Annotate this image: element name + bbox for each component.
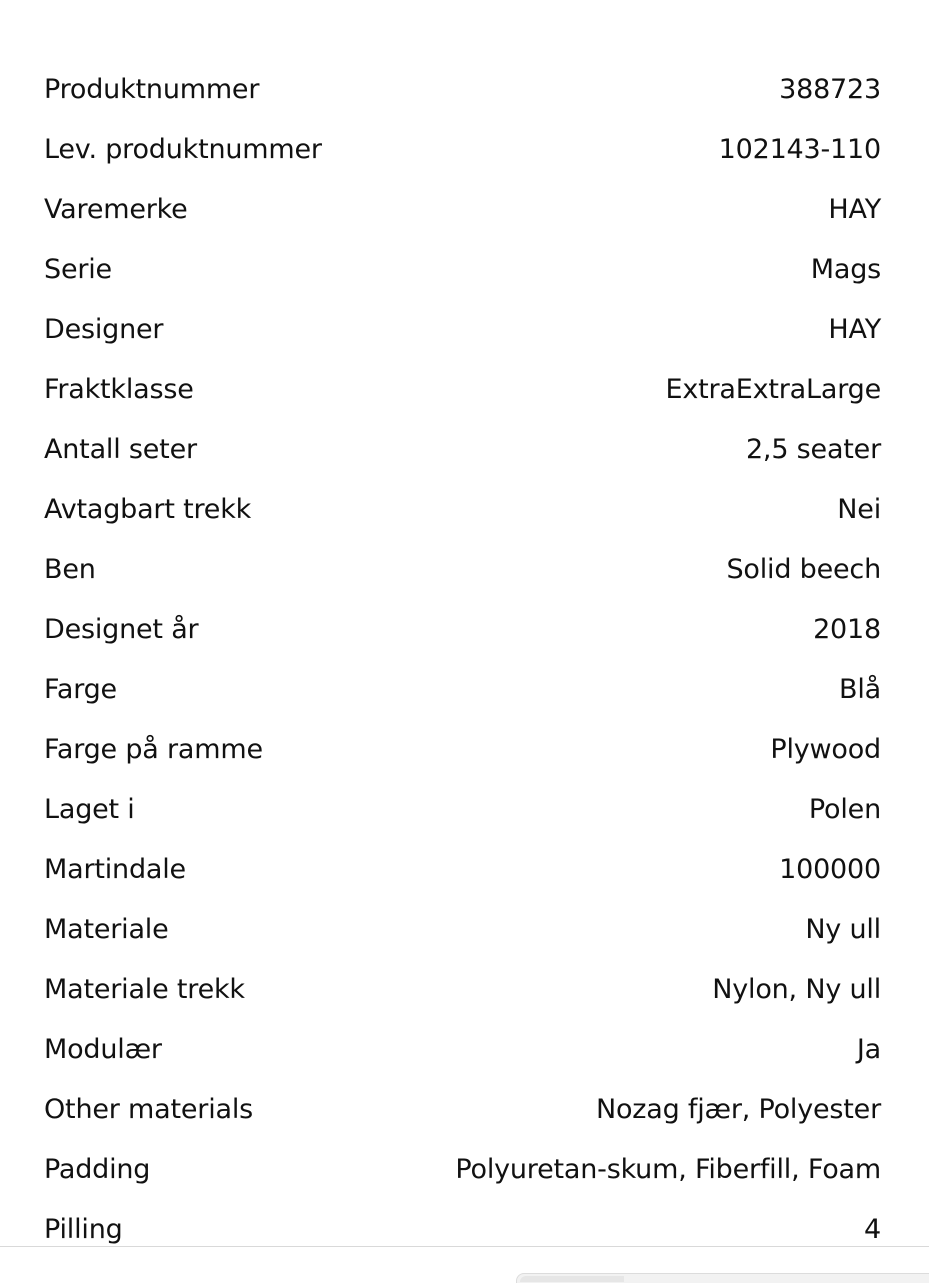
spec-row-serie (44, 240, 881, 300)
spec-row-martindale (44, 840, 881, 900)
spec-label: Other materials (44, 1094, 254, 1125)
spec-label: Lev. produktnummer (44, 134, 322, 165)
spec-value: Nei (837, 494, 881, 525)
spec-value: 100000 (779, 854, 881, 885)
spec-row-antall-seter (44, 420, 881, 480)
spec-row-produktnummer (44, 60, 881, 120)
spec-row-materiale (44, 900, 881, 960)
spec-value: HAY (828, 194, 881, 225)
spec-row-padding (44, 1140, 881, 1200)
spec-label: Varemerke (44, 194, 188, 225)
spec-value: 2018 (813, 614, 881, 645)
spec-value: Polyuretan-skum, Fiberfill, Foam (455, 1154, 881, 1185)
spec-value: 102143-110 (718, 134, 881, 165)
spec-label: Modulær (44, 1034, 162, 1065)
spec-row-modulaer (44, 1020, 881, 1080)
spec-value: 2,5 seater (745, 434, 881, 465)
spec-label: Designer (44, 314, 164, 345)
spec-row-laget-i (44, 780, 881, 840)
spec-value: 4 (864, 1214, 881, 1245)
spec-row-farge (44, 660, 881, 720)
bottom-scrollbar-thumb[interactable] (520, 1276, 624, 1282)
spec-label: Farge (44, 674, 117, 705)
spec-value: Polen (808, 794, 881, 825)
spec-label: Serie (44, 254, 112, 285)
spec-value: Plywood (770, 734, 881, 765)
spec-value: Ny ull (805, 914, 881, 945)
spec-label: Designet år (44, 614, 199, 645)
spec-value: Blå (839, 674, 881, 705)
spec-value: Nozag fjær, Polyester (595, 1094, 881, 1125)
spec-value: Nylon, Ny ull (712, 974, 881, 1005)
spec-label: Pilling (44, 1214, 123, 1245)
spec-label: Produktnummer (44, 74, 260, 105)
spec-row-varemerke (44, 180, 881, 240)
product-specification-list (44, 60, 881, 1260)
spec-row-designet-ar (44, 600, 881, 660)
spec-row-ben (44, 540, 881, 600)
spec-row-fraktklasse (44, 360, 881, 420)
spec-value: Solid beech (726, 554, 881, 585)
spec-label: Ben (44, 554, 96, 585)
spec-value: Ja (856, 1034, 881, 1065)
spec-row-materiale-trekk (44, 960, 881, 1020)
spec-label: Fraktklasse (44, 374, 194, 405)
spec-row-other-materials (44, 1080, 881, 1140)
spec-label: Martindale (44, 854, 186, 885)
spec-label: Materiale trekk (44, 974, 245, 1005)
spec-value: HAY (828, 314, 881, 345)
spec-label: Farge på ramme (44, 734, 263, 765)
spec-label: Avtagbart trekk (44, 494, 252, 525)
spec-value: ExtraExtraLarge (665, 374, 881, 405)
spec-label: Antall seter (44, 434, 197, 465)
spec-row-avtagbart-trekk (44, 480, 881, 540)
spec-label: Materiale (44, 914, 169, 945)
spec-value: Mags (810, 254, 881, 285)
spec-label: Laget i (44, 794, 135, 825)
spec-row-designer (44, 300, 881, 360)
spec-row-lev-produktnummer (44, 120, 881, 180)
spec-value: 388723 (779, 74, 881, 105)
spec-row-farge-pa-ramme (44, 720, 881, 780)
spec-label: Padding (44, 1154, 151, 1185)
